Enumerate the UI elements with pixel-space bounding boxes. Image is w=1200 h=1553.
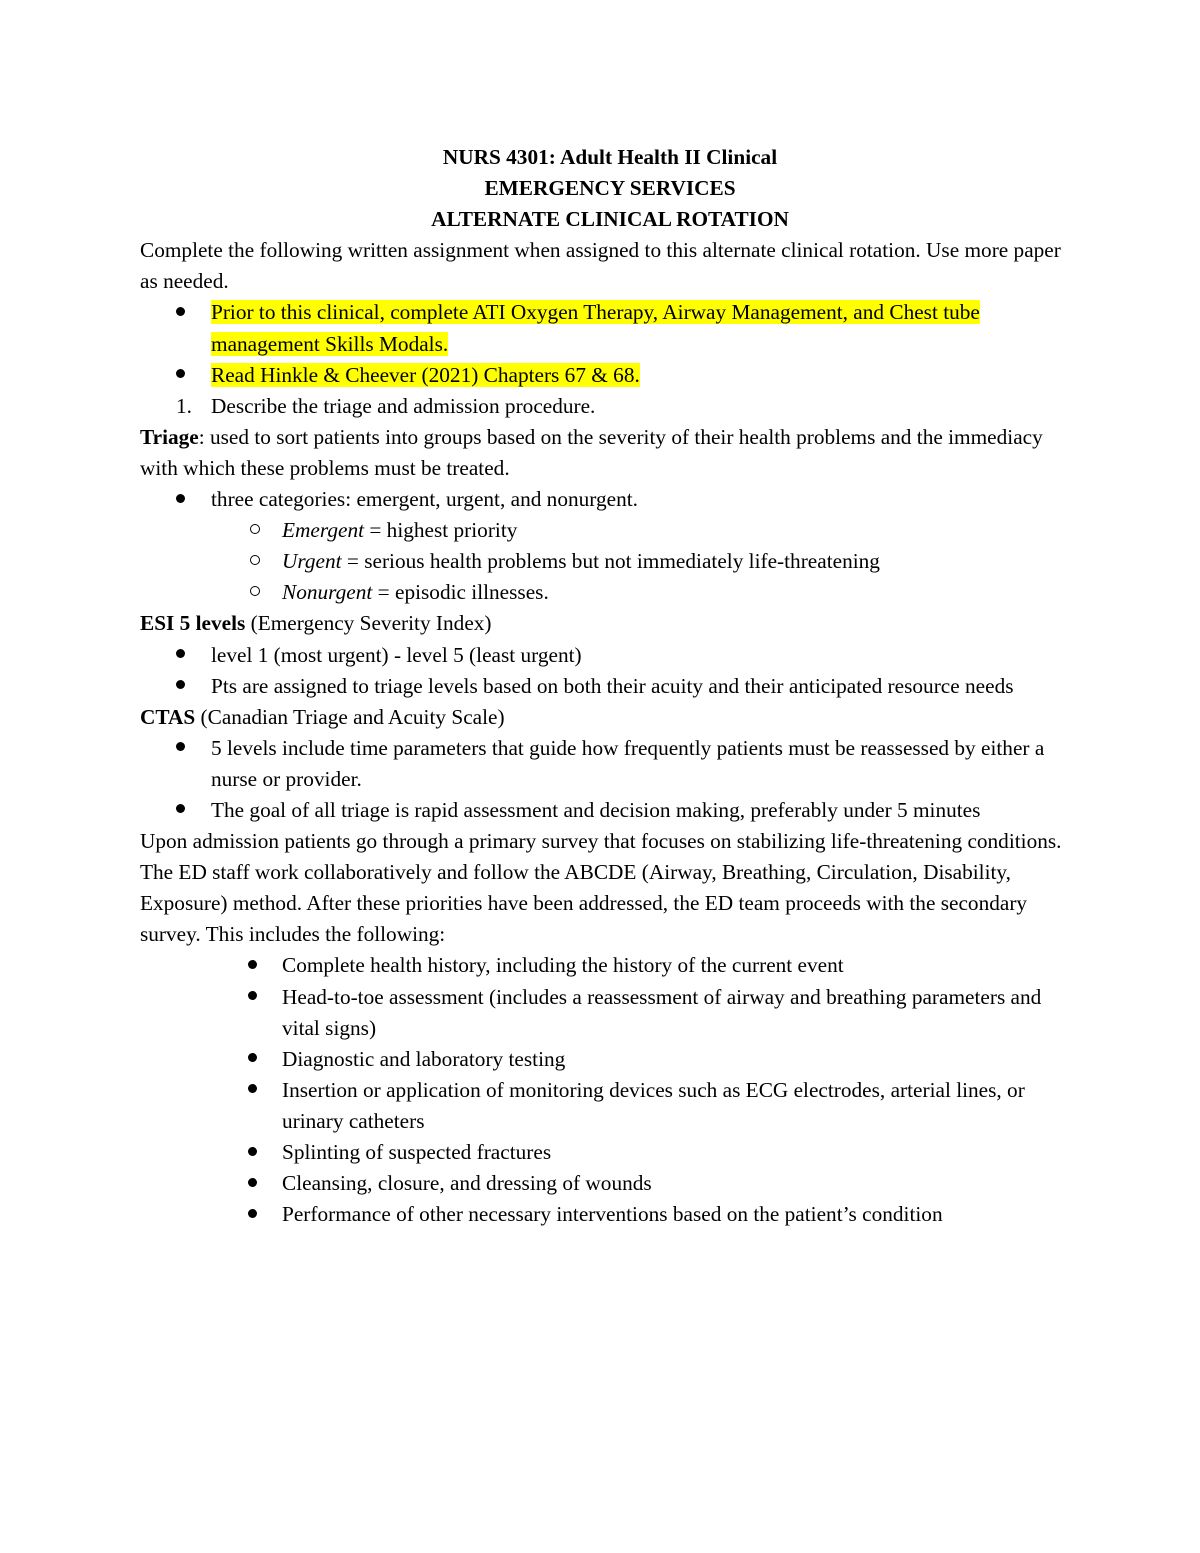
unit-title: EMERGENCY SERVICES (484, 176, 736, 201)
esi-list (140, 640, 1080, 702)
esi-desc: (Emergency Severity Index) (245, 611, 492, 636)
question-item (140, 391, 1080, 422)
category-desc: = episodic illnesses. (372, 580, 549, 605)
category-term: Emergent (282, 518, 365, 543)
bullet-icon (176, 733, 200, 764)
bullet-icon (176, 297, 200, 328)
list-item (140, 360, 1080, 391)
esi-item-text: level 1 (most urgent) - level 5 (least urgent) (211, 642, 582, 667)
bullet-icon (248, 1044, 272, 1075)
categories-intro: three categories: emergent, urgent, and nonurgent. (211, 487, 638, 512)
ctas-term: CTAS (140, 704, 196, 729)
ctas-list (140, 733, 1080, 826)
list-item (140, 577, 1080, 608)
list-item (140, 1075, 1080, 1137)
bullet-icon (248, 950, 272, 981)
document-header (140, 142, 1080, 235)
list-item (140, 515, 1080, 546)
question-number: 1. (176, 393, 192, 418)
category-desc: = serious health problems but not immediately life-threatening (341, 549, 880, 574)
hollow-bullet-icon (250, 515, 274, 546)
ctas-heading (140, 702, 1080, 733)
triage-term: Triage (140, 424, 199, 449)
rotation-title: ALTERNATE CLINICAL ROTATION (431, 207, 789, 232)
triage-definition-text: : used to sort patients into groups based on the severity of their health problems and the immediacy with which these problems must be treated. (140, 424, 1043, 480)
bullet-icon (176, 640, 200, 671)
survey-item-text: Diagnostic and laboratory testing (282, 1046, 566, 1071)
list-item (140, 950, 1080, 981)
survey-item-text: Complete health history, including the history of the current event (282, 953, 844, 978)
bullet-icon (176, 671, 200, 702)
list-item (140, 1199, 1080, 1230)
list-item (140, 795, 1080, 826)
prereq-list (140, 297, 1080, 390)
survey-item-text: Head-to-toe assessment (includes a reassessment of airway and breathing parameters and vital signs) (282, 984, 1042, 1040)
bullet-icon (176, 484, 200, 515)
bullet-icon (248, 1137, 272, 1168)
ctas-item-text: The goal of all triage is rapid assessment and decision making, preferably under 5 minutes (211, 797, 981, 822)
list-item (140, 982, 1080, 1044)
category-desc: = highest priority (364, 518, 518, 543)
esi-heading (140, 608, 1080, 639)
course-title: NURS 4301: Adult Health II Clinical (442, 145, 778, 169)
question-list (140, 391, 1080, 422)
list-item (140, 733, 1080, 795)
prereq-text: Prior to this clinical, complete ATI Oxygen Therapy, Airway Management, and Chest tube management Skills Modals. (211, 300, 980, 356)
esi-item-text: Pts are assigned to triage levels based on both their acuity and their anticipated resource needs (211, 673, 1014, 698)
bullet-icon (248, 982, 272, 1013)
survey-item-text: Performance of other necessary interventions based on the patient’s condition (282, 1202, 943, 1227)
triage-definition (140, 422, 1080, 484)
category-term: Urgent (282, 549, 342, 574)
list-item (140, 1044, 1080, 1075)
list-item (140, 1168, 1080, 1199)
list-item (140, 671, 1080, 702)
ctas-item-text: 5 levels include time parameters that guide how frequently patients must be reassessed by either a nurse or provider. (211, 735, 1045, 791)
list-item (140, 640, 1080, 671)
list-item (140, 546, 1080, 577)
secondary-survey-list (140, 950, 1080, 1230)
bullet-icon (176, 795, 200, 826)
bullet-icon (248, 1075, 272, 1106)
intro-paragraph: Complete the following written assignment when assigned to this alternate clinical rotation. Use more paper as needed. (140, 238, 1061, 294)
survey-item-text: Splinting of suspected fractures (282, 1140, 552, 1164)
category-term: Nonurgent (282, 580, 373, 605)
list-item (140, 297, 1080, 359)
triage-list (140, 484, 1080, 608)
hollow-bullet-icon (250, 577, 274, 608)
survey-item-text: Cleansing, closure, and dressing of wounds (282, 1171, 652, 1196)
survey-item-text: Insertion or application of monitoring devices such as ECG electrodes, arterial lines, or urinary catheters (282, 1077, 1025, 1133)
list-item (140, 484, 1080, 515)
bullet-icon (176, 360, 200, 391)
bullet-icon (248, 1168, 272, 1199)
bullet-icon (248, 1199, 272, 1230)
hollow-bullet-icon (250, 546, 274, 577)
esi-term: ESI 5 levels (140, 611, 246, 636)
ctas-desc: (Canadian Triage and Acuity Scale) (195, 704, 505, 729)
prereq-text: Read Hinkle & Cheever (2021) Chapters 67 & 68. (211, 362, 640, 387)
list-item (140, 1137, 1080, 1168)
admission-paragraph: Upon admission patients go through a primary survey that focuses on stabilizing life-threatening conditions. The ED staff work collaboratively and follow the ABCDE (Airway, Breathing, Circulation, Disability, Exposure) method. After these priorities have been addressed, the ED team proceeds with the secondary survey. This includes the following: (140, 829, 1062, 947)
question-text: Describe the triage and admission procedure. (211, 393, 596, 418)
